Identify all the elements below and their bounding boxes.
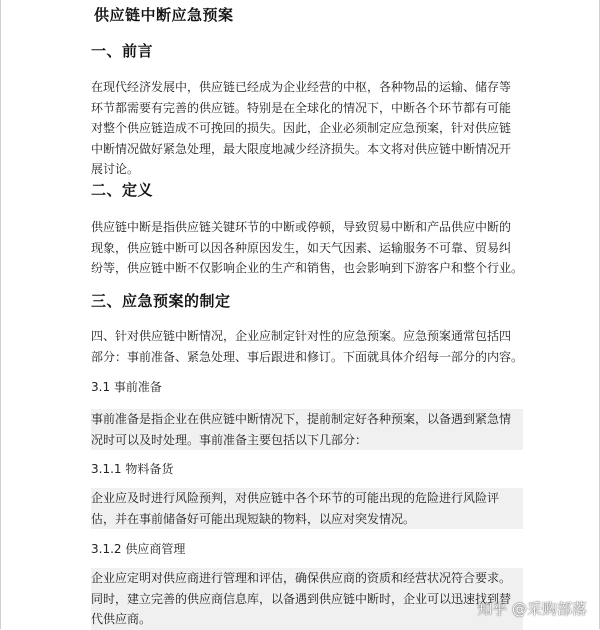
section-paragraph-preface [91, 77, 523, 180]
subsection-heading-supplier: 3.1.2 供应商管理 [91, 542, 186, 556]
subsection-paragraph-stocking [91, 488, 523, 529]
subsection-paragraph-supplier [91, 568, 523, 630]
section-heading-plan: 三、应急预案的制定 [91, 292, 231, 310]
section-heading-definition: 二、定义 [91, 181, 154, 199]
subsection-paragraph-preparation [91, 409, 523, 450]
paragraph-line: 环节都需要有完善的供应链。特别是在全球化的情况下，中断各个环节都有可能 [91, 100, 512, 115]
subsection-heading-stocking: 3.1.1 物料备货 [91, 462, 174, 476]
paragraph-line: 对整个供应链造成不可挽回的损失。因此，企业必须制定应急预案，针对供应链 [91, 121, 512, 135]
paragraph-line: 部分：事前准备、紧急处理、事后跟进和修订。下面就具体介绍每一部分的内容。 [91, 349, 524, 364]
paragraph-line: 况时可以及时处理。事前准备主要包括以下几部分： [91, 430, 523, 451]
paragraph-line: 展讨论。 [91, 162, 140, 176]
paragraph-line: 企业应及时进行风险预判，对供应链中各个环节的可能出现的危险进行风险评 [91, 488, 523, 509]
zhihu-watermark [477, 598, 587, 619]
section-heading-preface: 一、前言 [91, 42, 154, 60]
paragraph-line: 代供应商。 [91, 609, 523, 630]
paragraph-line: 现象，供应链中断可以因各种原因发生，如天气因素、运输服务不可靠、贸易纠 [91, 240, 512, 255]
section-paragraph-definition [91, 217, 523, 279]
subsection-heading-preparation: 3.1 事前准备 [91, 380, 162, 394]
paragraph-line: 在现代经济发展中，供应链已经成为企业经营的中枢，各种物品的运输、储存等 [91, 80, 512, 94]
paragraph-line: 企业应定明对供应商进行管理和评估，确保供应商的资质和经营状况符合要求。 [91, 568, 523, 589]
document-title: 供应链中断应急预案 [94, 6, 234, 24]
paragraph-line: 四、针对供应链中断情况，企业应制定针对性的应急预案。应急预案通常包括四 [91, 329, 512, 343]
paragraph-line: 同时，建立完善的供应商信息库，以备遇到供应链中断时，企业可以迅速找到替 [91, 589, 523, 610]
paragraph-line: 中断情况做好紧急处理，最大限度地减少经济损失。本文将对供应链中断情况开 [91, 141, 512, 156]
section-paragraph-plan [91, 326, 523, 367]
watermark-text: 知乎 @采购部落 [477, 600, 587, 618]
paragraph-line: 纷等，供应链中断不仅影响企业的生产和销售，也会影响到下游客户和整个行业。 [91, 261, 524, 275]
paragraph-line: 事前准备是指企业在供应链中断情况下，提前制定好各种预案，以备遇到紧急情 [91, 409, 523, 430]
paragraph-line: 估，并在事前储备好可能出现短缺的物料，以应对突发情况。 [91, 509, 523, 530]
paragraph-line: 供应链中断是指供应链关键环节的中断或停顿，导致贸易中断和产品供应中断的 [91, 220, 512, 234]
